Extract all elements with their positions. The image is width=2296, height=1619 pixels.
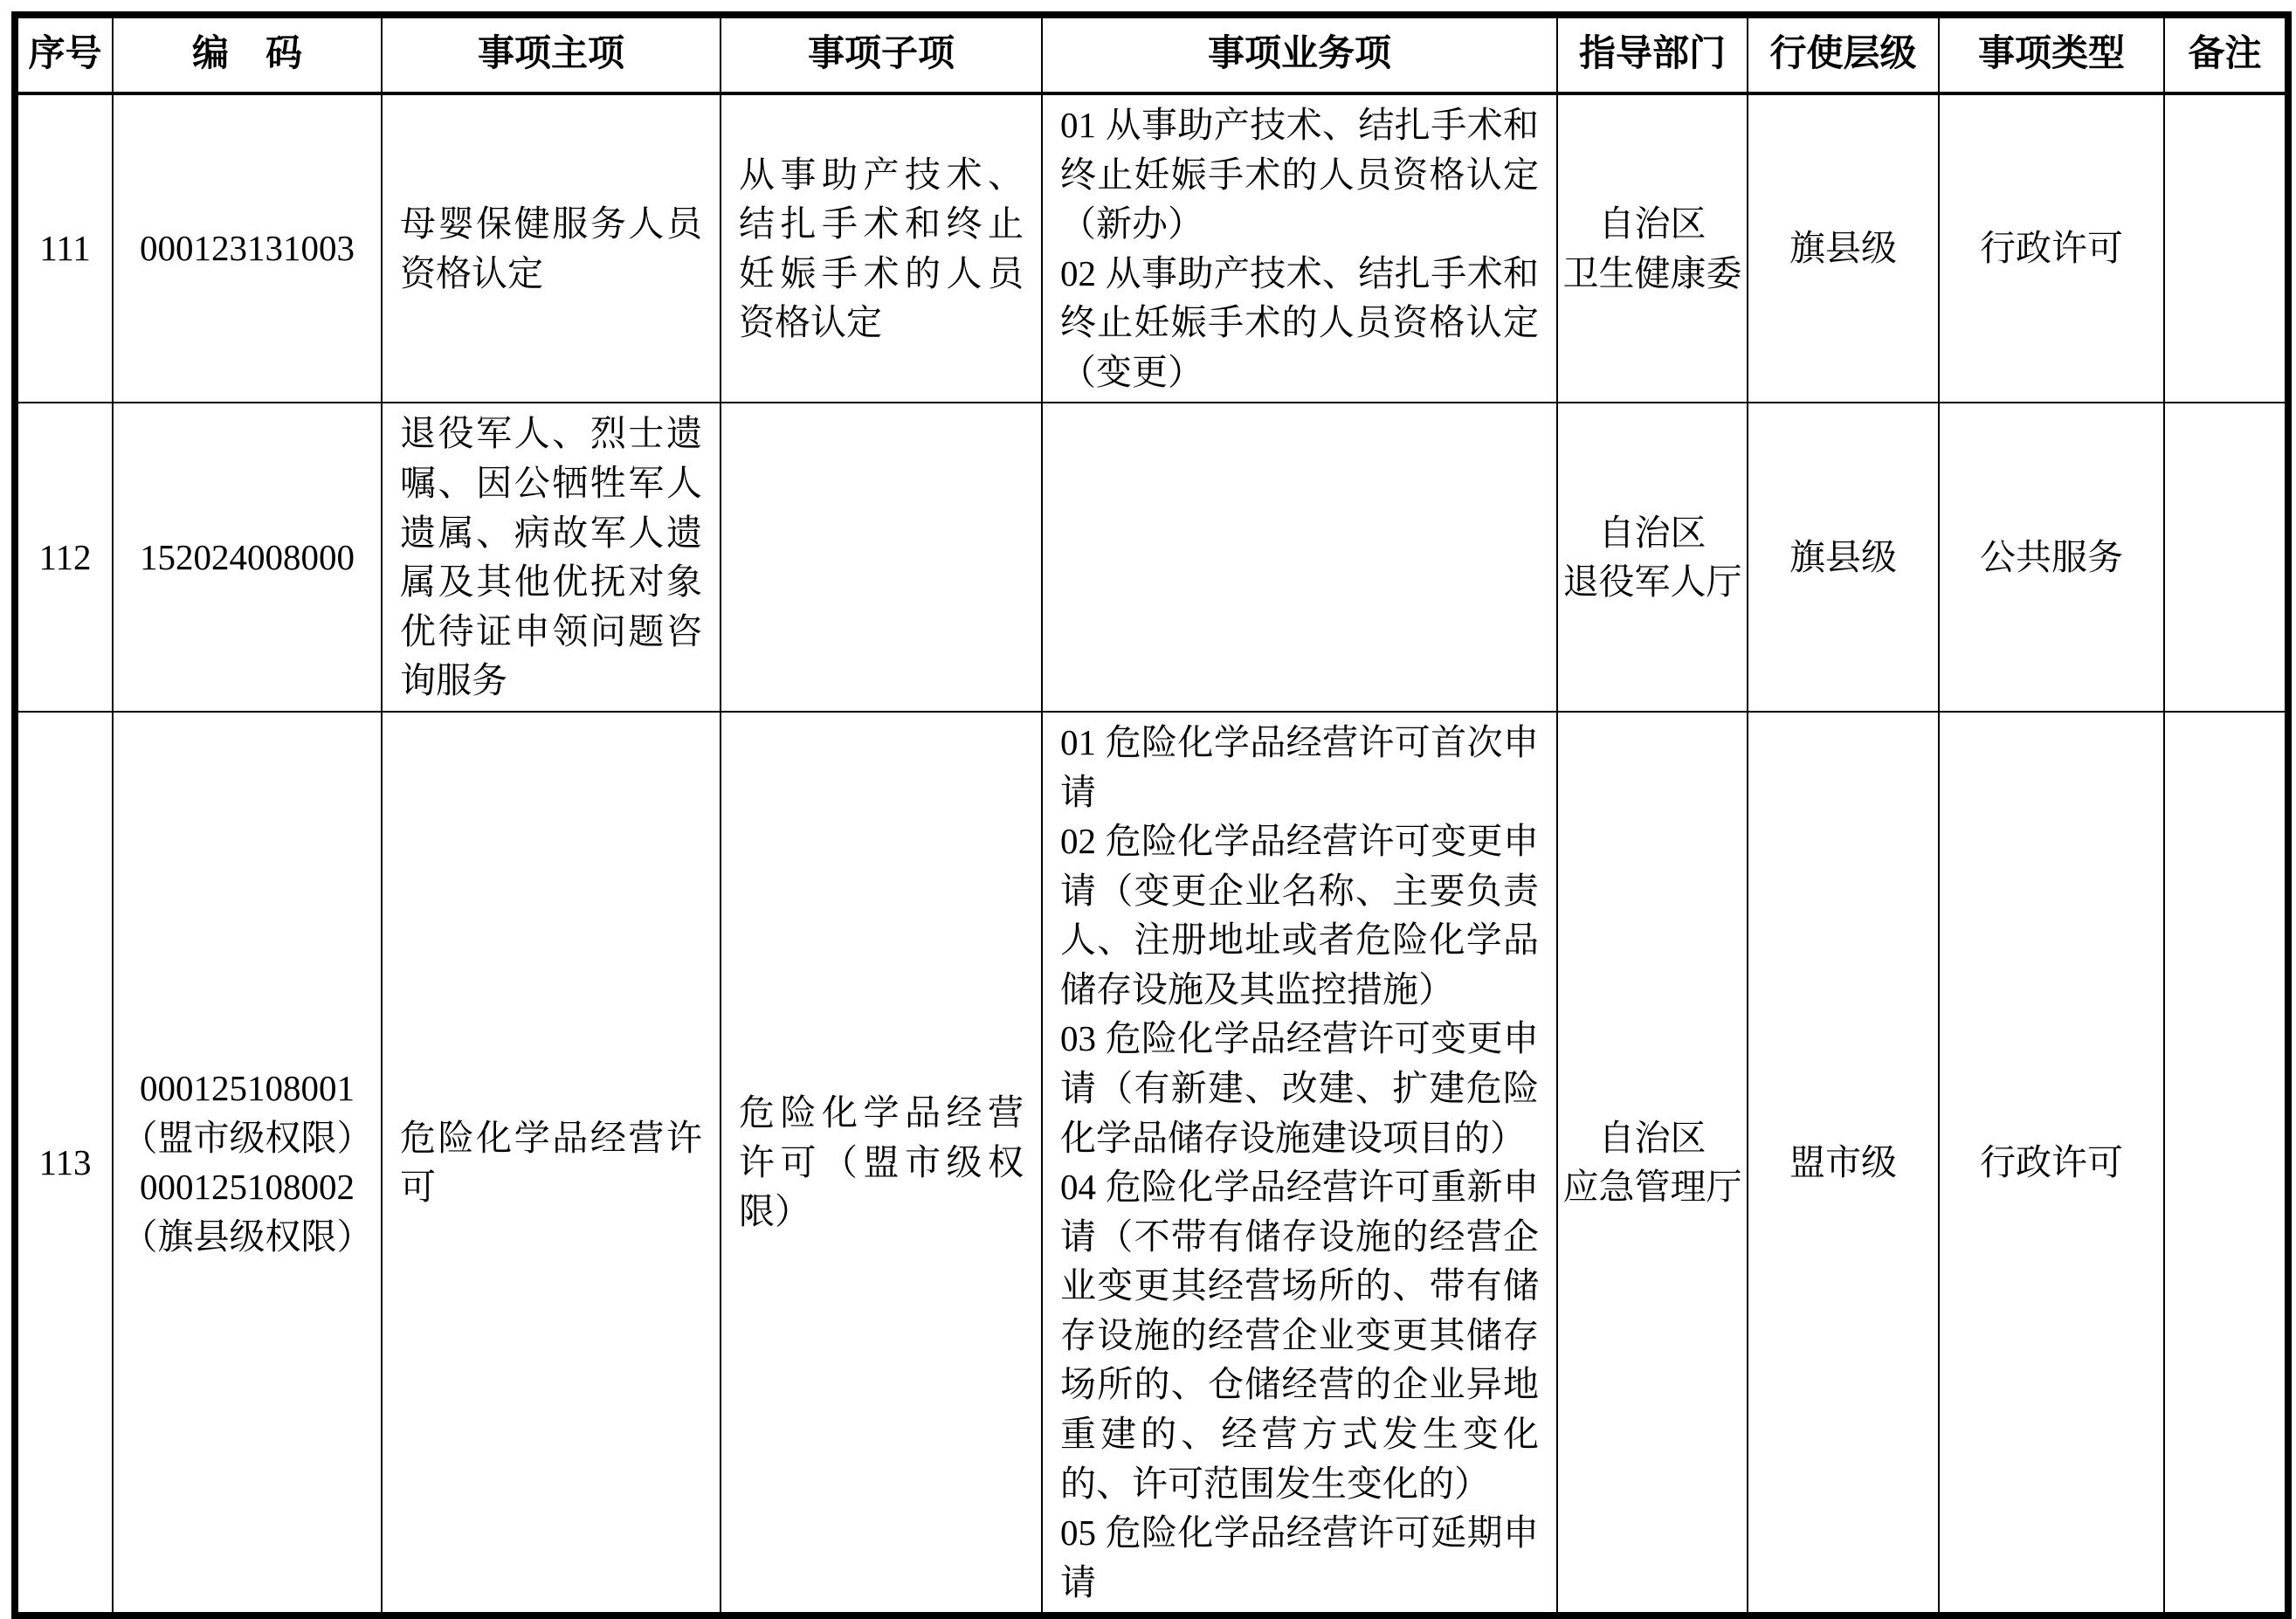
cell-remark xyxy=(2164,712,2288,1616)
cell-business-items xyxy=(1042,403,1557,711)
col-header-level: 行使层级 xyxy=(1748,15,1939,93)
header-row xyxy=(15,15,2288,93)
department-line: 自治区 xyxy=(1598,203,1706,245)
col-header-type: 事项类型 xyxy=(1939,15,2164,93)
code-line: （旗县级权限） xyxy=(121,1216,373,1257)
cell-main-item: 危险化学品经营许可 xyxy=(382,712,721,1616)
cell-type: 行政许可 xyxy=(1939,712,2164,1616)
col-header-code: 编 码 xyxy=(113,15,382,93)
col-header-sub-item: 事项子项 xyxy=(721,15,1042,93)
business-item: 02 从事助产技术、结扎手术和终止妊娠手术的人员资格认定（变更） xyxy=(1060,252,1539,392)
code-line: 000123131003 xyxy=(140,228,355,269)
department-line: 应急管理厅 xyxy=(1562,1167,1742,1208)
cell-main-item: 退役军人、烈士遗嘱、因公牺牲军人遗属、病故军人遗属及其他优抚对象优待证申领问题咨询服务 xyxy=(382,403,721,711)
col-header-department: 指导部门 xyxy=(1557,15,1748,93)
cell-business-items xyxy=(1042,712,1557,1616)
col-header-business-item: 事项业务项 xyxy=(1042,15,1557,93)
cell-code xyxy=(113,403,382,711)
cell-remark xyxy=(2164,93,2288,403)
cell-type: 行政许可 xyxy=(1939,93,2164,403)
cell-sub-item: 从事助产技术、结扎手术和终止妊娠手术的人员资格认定 xyxy=(721,93,1042,403)
code-line: 152024008000 xyxy=(140,536,355,577)
table-row xyxy=(15,93,2288,403)
code-line: 000125108002 xyxy=(140,1167,355,1208)
department-line: 退役军人厅 xyxy=(1562,561,1742,603)
cell-main-item: 母婴保健服务人员资格认定 xyxy=(382,93,721,403)
cell-level: 盟市级 xyxy=(1748,712,1939,1616)
cell-sub-item xyxy=(721,403,1042,711)
cell-type: 公共服务 xyxy=(1939,403,2164,711)
department-line: 自治区 xyxy=(1598,512,1706,553)
cell-department xyxy=(1557,712,1748,1616)
table-row xyxy=(15,403,2288,711)
table-row xyxy=(15,712,2288,1616)
department-line: 自治区 xyxy=(1598,1117,1706,1158)
cell-remark xyxy=(2164,403,2288,711)
service-items-table xyxy=(11,11,2292,1619)
code-line: 000125108001 xyxy=(140,1067,355,1108)
cell-code xyxy=(113,93,382,403)
col-header-remark: 备注 xyxy=(2164,15,2288,93)
department-line: 卫生健康委 xyxy=(1562,252,1742,293)
cell-seq: 112 xyxy=(15,403,113,711)
business-item: 03 危险化学品经营许可变更申请（有新建、改建、扩建危险化学品储存设施建设项目的） xyxy=(1060,1018,1539,1158)
business-item: 04 危险化学品经营许可重新申请（不带有储存设施的经营企业变更其经营场所的、带有储存设施的经营企业变更其储存场所的、仓储经营的企业异地重建的、经营方式发生变化的、许可范围发生变化的） xyxy=(1060,1167,1539,1504)
business-item: 05 危险化学品经营许可延期申请 xyxy=(1060,1512,1539,1602)
cell-level: 旗县级 xyxy=(1748,403,1939,711)
cell-department xyxy=(1557,403,1748,711)
cell-code xyxy=(113,712,382,1616)
cell-level: 旗县级 xyxy=(1748,93,1939,403)
business-item: 01 危险化学品经营许可首次申请 xyxy=(1060,721,1539,812)
code-line: （盟市级权限） xyxy=(121,1117,373,1158)
cell-seq: 113 xyxy=(15,712,113,1616)
business-item: 01 从事助产技术、结扎手术和终止妊娠手术的人员资格认定（新办） xyxy=(1060,105,1539,245)
cell-sub-item: 危险化学品经营许可（盟市级权限） xyxy=(721,712,1042,1616)
col-header-main-item: 事项主项 xyxy=(382,15,721,93)
cell-department xyxy=(1557,93,1748,403)
cell-business-items xyxy=(1042,93,1557,403)
col-header-seq: 序号 xyxy=(15,15,113,93)
business-item: 02 危险化学品经营许可变更申请（变更企业名称、主要负责人、注册地址或者危险化学品储存设施及其监控措施） xyxy=(1060,821,1539,1009)
cell-seq: 111 xyxy=(15,93,113,403)
